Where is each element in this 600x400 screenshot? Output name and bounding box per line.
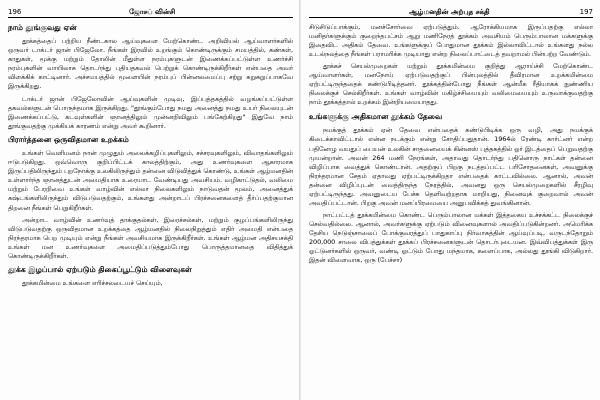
body-paragraph: தூக்கமின்மை உங்களை எரிச்சலடையச் செய்யும், [22,279,163,288]
body-paragraph: நமக்குத் தூக்கம் ஏன் தேவை என்பதைக் கண்டுபிடிக்க ஒரு வழி, அது நமக்குக் கிடைக்காவிட்டால் என்ன நடக்கும் என்று சோதிப்பதுதான். 1964ல் ரேண்டி கார்ட்னர் என்ற பதினேழு வயதுப் பையன் உலகின் சாதனையைக் கின்னஸ் புத்தகத்தில் ஓர் இடத்தைப் பெறுவதற்கு முயன்றான். அவன் 264 மணி நேரங்கள், அதாவது தொடர்ந்து பதினொரு நாட்கள் தன்னை விழிப்பாக வைத்துக் கொண்டான். அதற்குப் பிறகு நடத்தப்பட்ட பரிசோதனைகள், அவனுக்கு நிரந்தரமான சேதம் ஏதாவது ஏற்பட்டிருக்கிறதா என்பதைக் காட்டவில்லை. ஆனால், அவன் தன்னை விழிப்புடன் வைத்திருந்த நேரத்தில், அவனது ஒரு செயல்முறைகளில் சீரழிவு ஏற்பட்டிருந்தது. அவனுடைய பேச்சு தெளிவற்றதாக மாறியது, நினைவுக் குறைவால் அவன் அவதிப்பட்டான். பிறகு அவன் மனப்பிரமையை அனுபவிக்கத் துவங்கினான். [309,126,593,207]
section-heading: உங்களுக்கு அதிகமான தூக்கம் தேவை [309,112,443,122]
body-paragraph: அன்றாட வாழ்வின் உணர்வுத் தாக்குதல்கள், இரைச்சல்கள், மற்றும் குழப்பங்களிலிருந்து விடுபடுவதற்கு ஒருவிதமான உறக்கத்தை ஆழ்மனதில் நிலைநிறுத்தும் எதிர் அமைதி என்பதை நிரந்தரமாக பெற முடியும் என்று நீங்கள் அவசியமாக இருக்கிறீர்கள். உங்கள் ஆழ்மன அதிசயசக்தி உங்கள் மன உணர்வுகளை அமைதிப்படுத்தும்போது பொருத்தமானதை விதித்துக் கொண்டிருக்கிறீர்கள். [8,215,293,260]
body-paragraph: உங்கள் வெளிமனம் நான் முழுதும் அலைக்கழிப்புகளிலும், சச்சரவுகளிலும், விவாதங்களிலும் ஈடுபடுகிறது. ஒவ்வொரு குறிப்பிட்டக் காலத்திற்கும், அது உணர்வுகளை ஆகாரமாக இருப்பதிலிருந்தும் புறநோக்கு உலகிலிருந்தும் தன்னை விடுவித்துக் கொண்டு, உங்கள் ஆழ்மனதின் உள்ளார்ந்த ஞானத்துடன் அமைதியாக உரையாட வேண்டியது அவசியம். வழிகாட்டுதல், வலிமை மற்றும் பேரறிவை உங்கள் வாழ்வின் எல்லா நிலைகளிலும் நாடுவதன் மூலம், அனைத்துக் கஷ்டங்களிலிருந்தும் விடுபடுவதற்கும், உங்களது அன்றாடப் பிரச்சனைகளைத் தீர்ப்பதற்குமான திறனை நீங்கள் பெறுகிறீர்கள். [8,148,293,212]
left-running-title: ஜோசப் வின்சி [129,8,176,16]
right-page [300,0,600,400]
section-heading: தூக்க இழப்பால் ஏற்படும் திகைப்பூட்டும் விளைவுகள் [8,265,192,275]
section-heading: பிரார்த்தனை ஒருவிதமான உறக்கம் [8,134,129,144]
right-page-number: 197 [579,8,593,16]
right-running-title: ஆழ்மனதின் அற்புத சக்தி [408,8,490,16]
body-paragraph: சிடுசிடுப்பாக்கும், மனச்சோர்வை ஏற்படுத்தும். ஆரோக்கியமாக இருப்பதற்கு எல்லா மனிதர்களுக்கும் குறைந்தபட்சம் ஆறு மணிநேரத் தூக்கம் அவசியம் பெரும்பாலான மக்களுக்கு இதைவிட அதிகம் தேவை. உங்களுக்குப் போதுமான தூக்கம் இல்லாவிட்டால் உங்களது நல்ல உடல்நலத்தை நீங்கள் பராமரிக்க முடியாது என்ற நிலைப்பாட்டைத் தவறாமல் பின்பற்ற வேண்டும். [309,23,593,59]
left-running-head [8,6,293,18]
body-paragraph: நாட்பட்டத் தூக்கமின்மை கொண்ட பெரும்பாலான மக்கள் இத்தகைய உச்சக்கட்ட நிலைக்குச் செல்வதில்லை. ஆனால், அவர்களுக்கு ஏற்படும் வினைவுகளால் அவதிப்படுகின்றனர். அமெரிக்க தேசிய நெடுஞ்சாலைப் போக்குவரத்துப் பாதுகாப்பு நிர்வாகத்தின் ஆய்வுப்படி, வருடந்தோறும் 200,000 சாலை விபத்துக்கள் தூக்கப் பிரச்சனைகளுடன் தொடர்புடையன. இவ்விபத்துக்கள் இரு ஓட்டுனர்களில் ஒருவர், வண்டி ஓட்டும் போது மந்தமாக, களைப்பாக, அல்லது தூங்கி விடுகிறார். இதன் விளைவாக, ஒரு (பேச்சா) [309,210,593,265]
body-paragraph: தூக்கத்தைப் பற்றிய நீண்டகால ஆய்வுகளை மேற்கொண்ட அறிவியல் ஆய்வாளர்களில் ஒருவர் டாக்டர் ஜான் பிஜேலோ. நீங்கள் இரவில் உறங்கும் கொண்டிருக்கும் சமயத்தில், கண்கள், காதுகள், மூக்கு மற்றும் தோலின் மீதுள்ள நரம்புகளுடன் இணைக்கப்பட்டுள்ள உணர்ச்சி நரம்புகளின் வாயிலாக தொடர்ந்து புதியதகவல் பெற்றுக் கொண்டிருக்கிறீர்கள் என்பதை அவர் விளக்கிக் காட்டினார். அச்சமயத்தில் மூளையின் நரம்புப் பின்னலமைப்பு சற்று சுறுசுறுப்பாகவே இருக்கிறது. [8,37,293,91]
section-heading: நாம் தூங்குவது ஏன் [8,23,77,32]
body-paragraph: டாக்டர் ஜான் பிஜேலோவின் ஆய்வுகளின் முடிவு, இப்புத்தகத்தில் வழங்கப்பட்டுள்ள தகவல்களுடன் பொருந்தமாக இருக்கிறது. "தூங்கும்போது நமது அனைத்து நமது உயர் நிலையுடன் இணைக்கப்பட்டு, கடவுள்களின் ஞானத்திலும் முன்னறிவிலும் பங்கேற்கிறது" இதுவே நாம் தூங்குவதற்கு முக்கியக் காரணம் என்று அவர் கூறினார். [8,94,293,130]
left-page-number: 196 [8,8,22,16]
body-paragraph: தூக்கச் செயல்முறைகள் மற்றும் தூக்கமின்மை குறித்து ஆராய்ச்சி மேற்கொண்ட ஆய்வாளர்கள், மனநோய் ஏற்படுவதற்குப் பின்புலத்தில் தீவிரமான உறக்கமின்மை ஏற்பட்டிருந்ததைக் கண்டுபிடித்தனர். தூக்கத்தின்போது நீங்கள் ஆன்மீக ரீதியாகக் நுண்ணிய நிலைக்குச் செல்கிறீர்கள். உங்கள் வாழ்வின் மகிழ்ச்சியையும் வலிமையையும் உருவாக்குவதற்கு நாம் தூக்கத்தால் உறக்கம் இன்றியமையாதது. [309,62,593,107]
right-running-head [309,6,593,18]
